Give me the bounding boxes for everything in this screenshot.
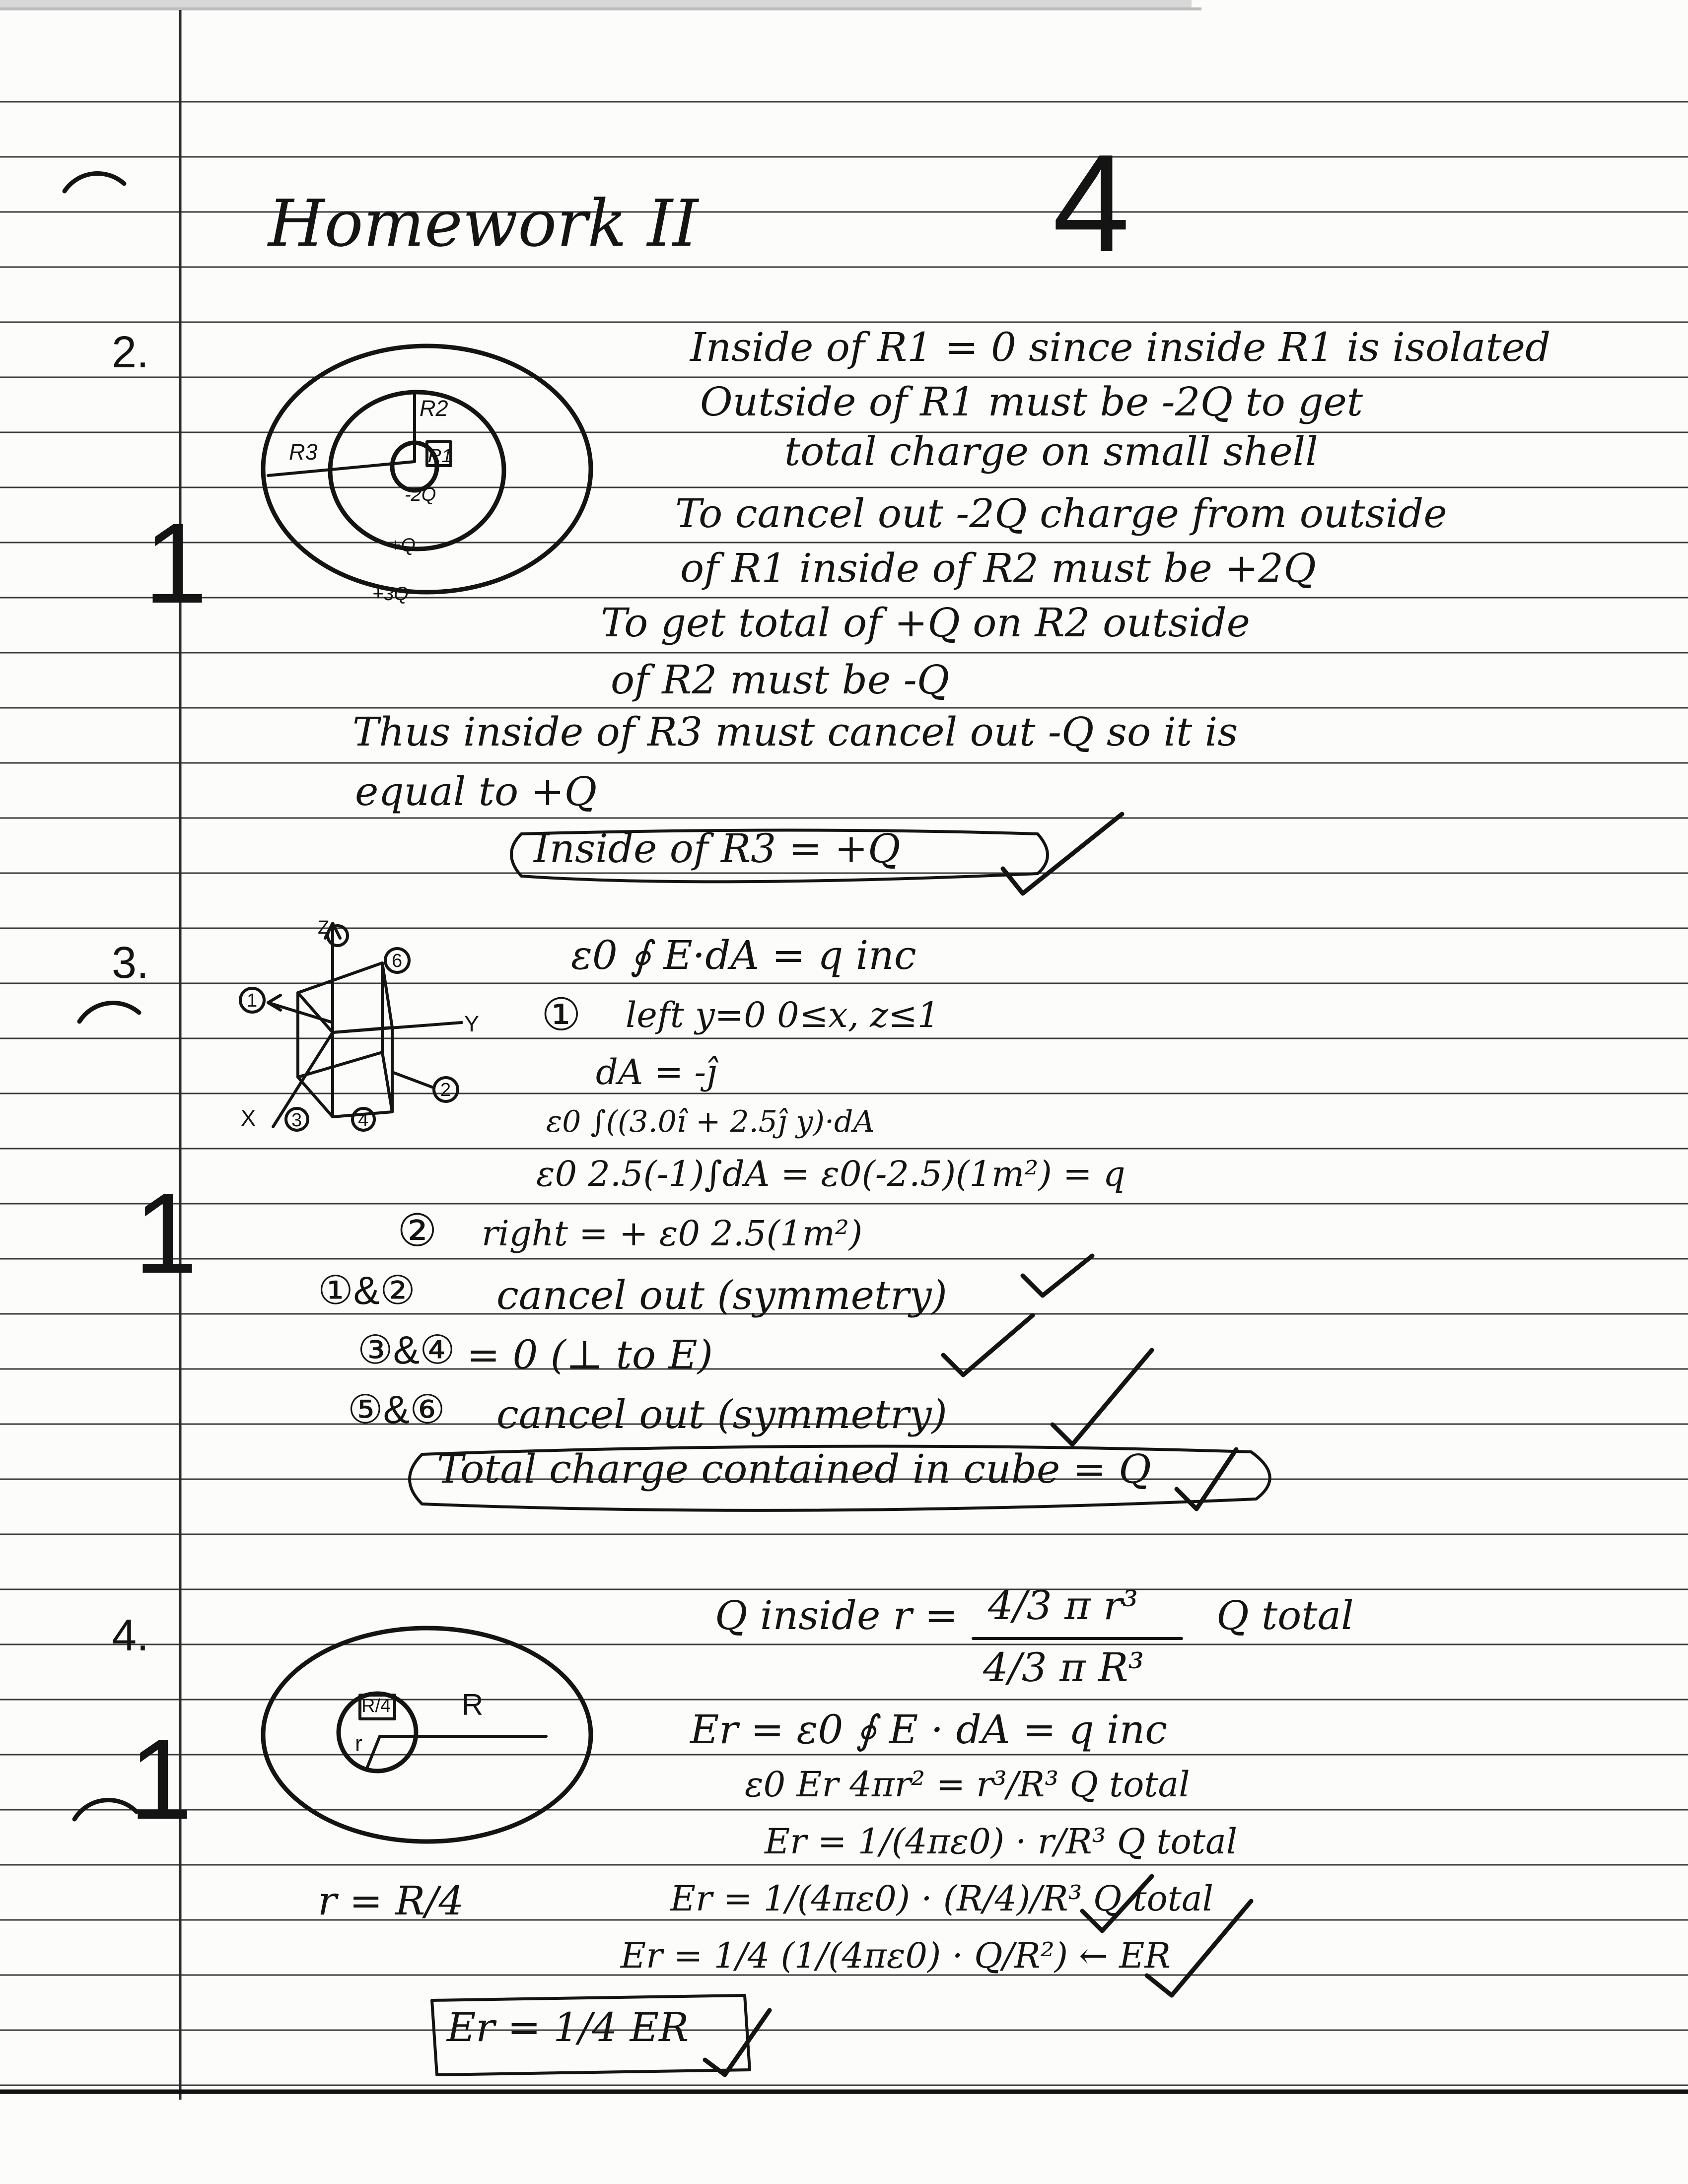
problem-2-number: 2. [112,328,149,377]
problem-3-line-1: ε0 ∮ E·dA = q inc [571,932,916,978]
problem-2-line-2: Outside of R1 must be -2Q to get [700,379,1363,425]
face-1-label: 1 [247,990,258,1011]
binder-hole-middle [79,1003,139,1022]
label-r3: R3 [289,439,318,465]
problem-4-line-4: Er = 1/(4πε0) · (R/4)/R³ Q total [670,1878,1214,1919]
face-4-ref: ④ [420,1328,455,1372]
face-6-ref: ⑥ [410,1387,445,1432]
sphere-diagram [253,1618,611,1856]
ampersand-2: & [393,1328,420,1372]
binder-hole-bottom [74,1800,137,1819]
problem-2-line-4: To cancel out -2Q charge from outside [675,490,1447,537]
label-minus-2q: -2Q [405,484,436,505]
face-5-ref: ⑤ [348,1387,383,1432]
label-plus-3q: +3Q [372,584,409,605]
concentric-shells-diagram [258,338,606,615]
binder-holes [0,0,199,2184]
face-2-label: 2 [440,1080,451,1100]
problem-2-line-6: To get total of +Q on R2 outside [601,600,1251,646]
face-3-label: 3 [291,1110,302,1131]
problem-2-line-7: of R2 must be -Q [611,657,950,703]
problem-4-line-2: ε0 Er 4πr² = r³/R³ Q total [745,1764,1190,1805]
r-equals-r-over-4: r = R/4 [318,1878,464,1924]
label-big-r: R [462,1688,484,1721]
face-6-label: 6 [392,951,403,971]
problem-2-line-3: total charge on small shell [784,428,1318,475]
problem-3-number: 3. [112,938,149,988]
axis-label-x: X [241,1105,256,1131]
problem-2-line-9: equal to +Q [355,768,597,815]
problem-4-line-3: Er = 1/(4πε0) · r/R³ Q total [765,1821,1238,1862]
ampersand-3: & [383,1387,410,1432]
problem-3-line-4: ε0 ∫((3.0î + 2.5ĵ y)·dA [546,1104,875,1139]
middle-shell-r2 [330,392,504,549]
problem-3-line-5: ε0 2.5(-1)∫dA = ε0(-2.5)(1m²) = q [536,1154,1125,1194]
problem-4-answer: Er = 1/4 ER [447,2004,689,2050]
problem-3-line-6: right = + ε0 2.5(1m²) [482,1213,863,1254]
label-r1: R1 [428,446,452,467]
faces-1-2-label [318,1268,416,1312]
problem-2-score: 1 [144,499,208,627]
ampersand-1: & [353,1268,380,1312]
problem-4-line-5: Er = 1/4 (1/(4πε0) · Q/R²) ← ER [621,1935,1171,1976]
problem-3-line-7: cancel out (symmetry) [496,1272,947,1318]
label-small-r: r [355,1731,362,1756]
face-2-ref: ② [380,1268,416,1312]
radius-r-line [367,1736,380,1767]
axis-label-z: Z [318,917,330,938]
y-axis [333,1023,462,1032]
binder-hole-top [65,173,124,191]
problem-4-number: 4. [112,1611,149,1660]
fraction-denominator: 4/3 π R³ [983,1644,1144,1691]
problem-3-line-9: cancel out (symmetry) [496,1391,947,1437]
problem-3-line-8: = 0 (⊥ to E) [467,1332,713,1378]
face-3-ref: ③ [357,1328,393,1372]
face-2-circle: ② [397,1206,437,1256]
x-axis [273,1032,333,1127]
page-number: 4 [1053,126,1130,281]
problem-2-line-1: Inside of R1 = 0 since inside R1 is isolated [690,324,1551,370]
problem-2-line-8: Thus inside of R3 must cancel out -Q so it is [352,709,1238,755]
problem-3-answer: Total charge contained in cube = Q [437,1446,1151,1492]
problem-4-checkmarks [1082,1837,1331,1995]
problem-3-line-2: left y=0 0≤x, z≤1 [626,995,940,1035]
problem-3-score: 1 [134,1169,198,1297]
label-r2: R2 [420,396,448,421]
face-1-ref: ① [318,1268,353,1312]
q-inside-label: Q inside r = [715,1592,958,1638]
face-1-circle: ① [541,990,581,1040]
problem-2-answer: Inside of R3 = +Q [534,825,901,872]
page-title: Homework II [268,186,699,261]
problem-4-score: 1 [129,1715,193,1843]
outer-shell-r3 [263,346,591,592]
faces-3-4-label [357,1330,455,1370]
label-plus-q: +Q [390,535,416,556]
fraction-bar [973,1636,1182,1641]
face-4-label: 4 [358,1110,369,1131]
problem-3-line-3: dA = -ĵ [596,1052,717,1092]
axis-label-y: Y [464,1011,480,1036]
fraction-numerator: 4/3 π r³ [988,1582,1138,1629]
q-total-label: Q total [1216,1592,1354,1638]
faces-5-6-label [348,1387,445,1432]
label-r-over-4: R/4 [361,1696,391,1716]
problem-4-line-1: Er = ε0 ∮ E · dA = q inc [690,1706,1168,1753]
problem-2-line-5: of R1 inside of R2 must be +2Q [680,545,1316,591]
